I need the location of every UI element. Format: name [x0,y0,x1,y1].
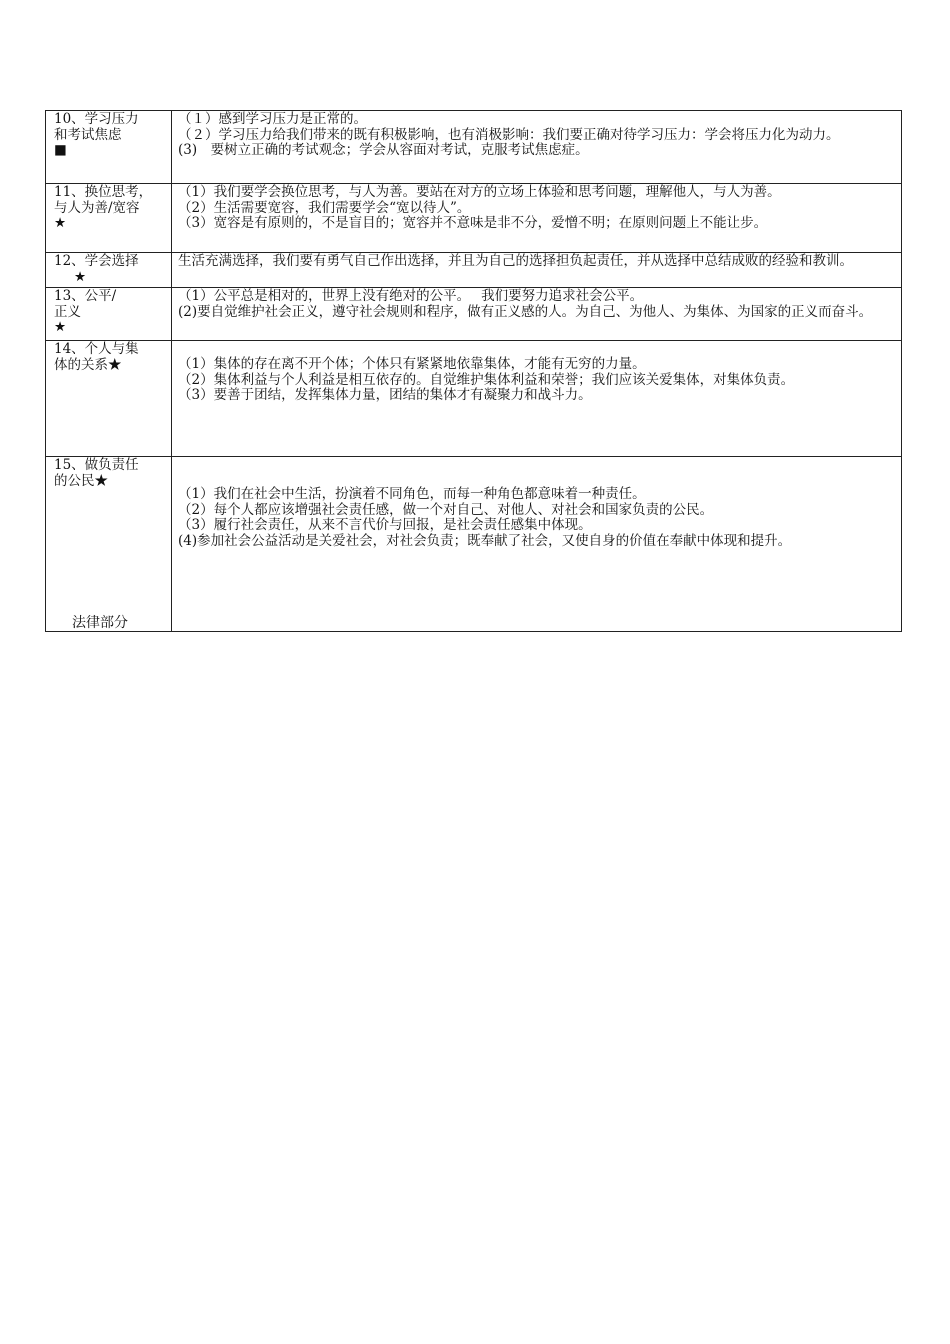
topic-title-line: 的公民★ [54,472,108,489]
content-cell [172,288,902,341]
content-cell [172,457,902,632]
table-row [46,288,902,341]
topic-cell [46,111,172,184]
content-line: （1）集体的存在离不开个体；个体只有紧紧地依靠集体，才能有无穷的力量。 [178,356,646,372]
topic-title-line: 和考试焦虑 [54,126,122,143]
content-line: (4)参加社会公益活动是关爱社会，对社会负责；既奉献了社会，又使自身的价值在奉献中体现和提升。 [178,532,792,549]
content-line: （2）生活需要宽容，我们需要学会“宽以待人”。 [178,199,471,216]
content-line: （１）感到学习压力是正常的。 [178,111,367,127]
topic-title-line: 与人为善/宽容 [54,199,140,216]
content-line: （3）要善于团结，发挥集体力量，团结的集体才有凝聚力和战斗力。 [178,387,592,403]
importance-mark: ■ [54,142,67,158]
importance-mark: ★ [74,268,87,285]
content-cell [172,111,902,184]
section-label: 法律部分 [72,615,128,631]
topic-cell [46,184,172,253]
content-line: （2）集体利益与个人利益是相互依存的。自觉维护集体利益和荣誉；我们应该关爱集体，对集体负责。 [178,371,795,388]
content-line: （1）公平总是相对的，世界上没有绝对的公平。 我们要努力追求社会公平。 [178,288,644,304]
content-line: （1）我们要学会换位思考，与人为善。要站在对方的立场上体验和思考问题，理解他人，与人为善。 [178,184,781,200]
topic-title-line: 13、公平/ [54,288,117,304]
content-line: （1）我们在社会中生活，扮演着不同角色，而每一种角色都意味着一种责任。 [178,486,646,502]
content-line: （2）每个人都应该增强社会责任感，做一个对自己、对他人、对社会和国家负责的公民。 [178,501,714,518]
topic-cell [46,341,172,457]
content-line: （3）宽容是有原则的，不是盲目的；宽容并不意味是非不分，爱憎不明；在原则问题上不能让步。 [178,215,768,231]
importance-mark: ★ [54,319,67,335]
importance-mark: ★ [54,215,67,231]
topic-cell [46,253,172,288]
table-row [46,253,902,288]
table-row [46,184,902,253]
content-line: （２）学习压力给我们带来的既有积极影响，也有消极影响：我们要正确对待学习压力：学会将压力化为动力。 [178,126,840,143]
topic-table [45,110,902,632]
content-cell [172,253,902,288]
topic-title-line: 12、学会选择 [54,253,139,269]
topic-title-line: 体的关系★ [54,356,122,373]
table-row [46,111,902,184]
topic-cell [46,288,172,341]
content-line: (3) 要树立正确的考试观念；学会从容面对考试，克服考试焦虑症。 [178,142,589,158]
table-row [46,341,902,457]
topic-title-line: 15、做负责任 [54,457,139,473]
topic-title-line: 11、换位思考， [54,184,153,200]
content-line: (2)要自觉维护社会正义，遵守社会规则和程序，做有正义感的人。为自己、为他人、为集体、为国家的正义而奋斗。 [178,303,873,320]
table-row [46,457,902,632]
content-cell [172,184,902,253]
topic-title-line: 10、学习压力 [54,111,139,127]
content-line: （3）履行社会责任，从来不言代价与回报，是社会责任感集中体现。 [178,517,592,533]
topic-title-line: 14、个人与集 [54,341,139,357]
topic-title-line: 正义 [54,303,81,320]
content-cell [172,341,902,457]
topic-cell [46,457,172,632]
content-line: 生活充满选择，我们要有勇气自己作出选择，并且为自己的选择担负起责任，并从选择中总结成败的经验和教训。 [178,253,853,269]
